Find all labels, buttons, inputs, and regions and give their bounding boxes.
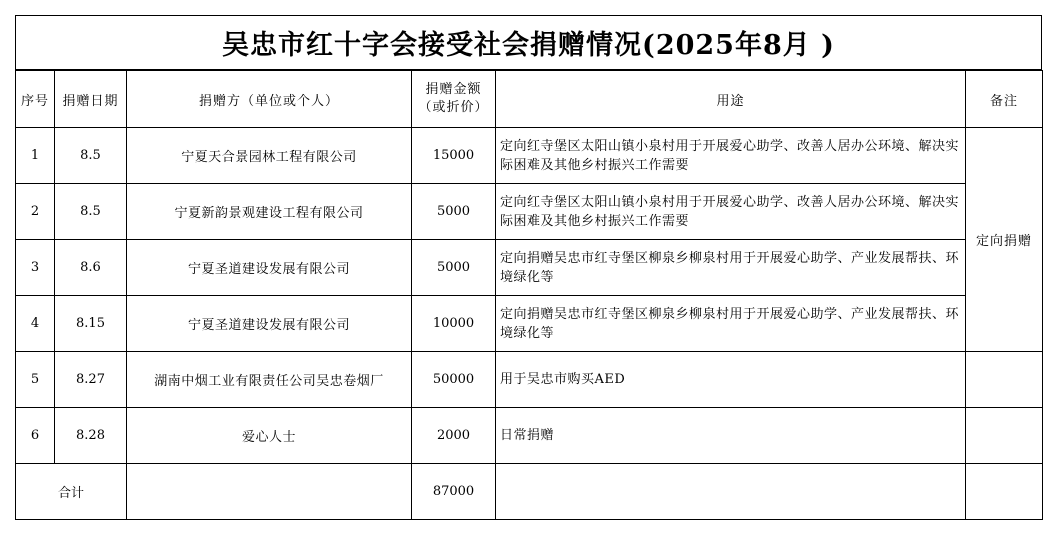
cell-date: 8.5: [55, 128, 127, 184]
table-row: [16, 184, 1043, 240]
header-amount: [412, 71, 496, 128]
table-row: [16, 296, 1043, 352]
header-donor: 捐赠方（单位或个人）: [127, 71, 412, 128]
header-amount-line1: 捐赠金额: [425, 82, 482, 97]
cell-note: [966, 352, 1043, 408]
cell-seq: 1: [16, 128, 55, 184]
cell-purpose: 日常捐赠: [496, 408, 966, 464]
header-row: [16, 71, 1043, 128]
total-donor-empty: [127, 464, 412, 520]
header-seq: 序号: [16, 71, 55, 128]
cell-date: 8.28: [55, 408, 127, 464]
cell-purpose: 用于吴忠市购买AED: [496, 352, 966, 408]
cell-date: 8.5: [55, 184, 127, 240]
total-purpose-empty: [496, 464, 966, 520]
table-row: [16, 128, 1043, 184]
header-date: 捐赠日期: [55, 71, 127, 128]
cell-purpose: 定向红寺堡区太阳山镇小泉村用于开展爱心助学、改善人居办公环境、解决实际困难及其他乡村振兴工作需要: [496, 184, 966, 240]
cell-date: 8.27: [55, 352, 127, 408]
cell-amount: 5000: [412, 240, 496, 296]
cell-donor: 爱心人士: [127, 408, 412, 464]
cell-note-merged: 定向捐赠: [966, 128, 1043, 352]
donation-sheet: [15, 15, 1042, 520]
table-row: [16, 408, 1043, 464]
cell-donor: 宁夏新韵景观建设工程有限公司: [127, 184, 412, 240]
total-amount: 87000: [412, 464, 496, 520]
sheet-title: 吴忠市红十字会接受社会捐赠情况(2025年8月 ): [15, 15, 1042, 70]
cell-seq: 5: [16, 352, 55, 408]
cell-seq: 3: [16, 240, 55, 296]
cell-amount: 5000: [412, 184, 496, 240]
cell-note: [966, 408, 1043, 464]
cell-amount: 10000: [412, 296, 496, 352]
cell-purpose: 定向红寺堡区太阳山镇小泉村用于开展爱心助学、改善人居办公环境、解决实际困难及其他乡村振兴工作需要: [496, 128, 966, 184]
cell-purpose: 定向捐赠吴忠市红寺堡区柳泉乡柳泉村用于开展爱心助学、产业发展帮扶、环境绿化等: [496, 240, 966, 296]
donation-table: [15, 70, 1043, 520]
cell-seq: 4: [16, 296, 55, 352]
cell-donor: 宁夏圣道建设发展有限公司: [127, 296, 412, 352]
cell-purpose: 定向捐赠吴忠市红寺堡区柳泉乡柳泉村用于开展爱心助学、产业发展帮扶、环境绿化等: [496, 296, 966, 352]
cell-donor: 湖南中烟工业有限责任公司吴忠卷烟厂: [127, 352, 412, 408]
cell-donor: 宁夏天合景园林工程有限公司: [127, 128, 412, 184]
cell-seq: 2: [16, 184, 55, 240]
cell-date: 8.6: [55, 240, 127, 296]
cell-date: 8.15: [55, 296, 127, 352]
table-row: [16, 352, 1043, 408]
total-label: 合计: [16, 464, 127, 520]
header-purpose: 用途: [496, 71, 966, 128]
cell-amount: 50000: [412, 352, 496, 408]
cell-seq: 6: [16, 408, 55, 464]
cell-amount: 2000: [412, 408, 496, 464]
cell-donor: 宁夏圣道建设发展有限公司: [127, 240, 412, 296]
header-note: 备注: [966, 71, 1043, 128]
cell-amount: 15000: [412, 128, 496, 184]
total-note-empty: [966, 464, 1043, 520]
total-row: [16, 464, 1043, 520]
table-row: [16, 240, 1043, 296]
header-amount-line2: （或折价）: [418, 100, 489, 115]
